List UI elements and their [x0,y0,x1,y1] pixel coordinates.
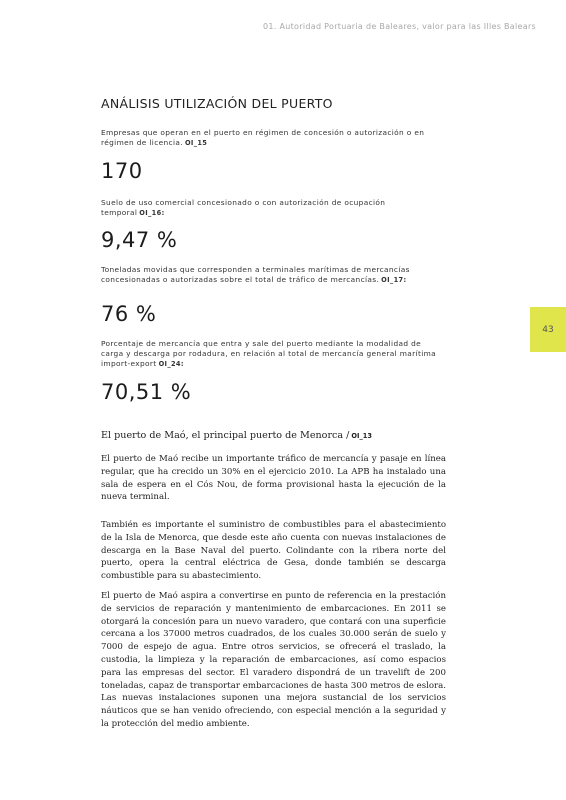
paragraph-3: El puerto de Maó aspira a convertirse en punto de referencia en la prestación de servicios de reparación y mantenimiento de embarcaciones. En 2011 se otorgará la concesión para un nuevo varadero, que contará con una superficie cercana a los 37000 metros cuadrados, de los cuales 30.000 serán de suelo y 7000 de espejo de agua. Entre otros servicios, se ofrecerá el traslado, la custodia, la limpieza y la reparación de embarcaciones, así como espacios para las empresas del sector. El varadero dispondrá de un travelift de 200 toneladas, capaz de transportar embarcaciones de hasta 300 metros de eslora. Las nuevas instalaciones suponen una mejora sustancial de los servicios náuticos que se han venido ofreciendo, con especial mención a la seguridad y la protección del medio ambiente. [101,591,446,729]
paragraph-1: El puerto de Maó recibe un importante tráfico de mercancía y pasaje en línea regular, que ha crecido un 30% en el ejercicio 2010. La APB ha instalado una sala de espera en el Cós Nou, de forma provisional hasta la ejecución de la nueva terminal. [101,454,446,503]
stat-label-3: Toneladas movidas que corresponden a terminales marítimas de mercancías concesionadas o autorizadas sobre el total de tráfico de mercancías. OI_17: [101,265,410,284]
stat-ref-3: OI_17: [381,276,407,284]
subsection-title: El puerto de Maó, el principal puerto de Menorca / OI_13 [101,430,372,441]
page-number: 43 [542,324,554,335]
stat-value-4: 70,51 % [101,380,192,404]
stat-value-3: 76 % [101,302,157,326]
stat-value-2: 9,47 % [101,228,178,252]
page-number-tab [530,307,566,352]
stat-label-1: Empresas que operan en el puerto en régimen de concesión o autorización o en régimen de licencia. OI_15 [101,128,425,147]
subsection-ref: OI_13 [351,432,372,440]
stat-ref-1: OI_15 [184,139,208,147]
stat-ref-4: OI_24: [158,360,184,368]
stat-label-4: Porcentaje de mercancía que entra y sale del puerto mediante la modalidad de carga y descarga por rodadura, en relación al total de mercancía general marítima import-export OI_24: [101,339,437,368]
paragraph-2: También es importante el suministro de combustibles para el abastecimiento de la Isla de Menorca, que desde este año cuenta con nuevas instalaciones de descarga en la Base Naval del puerto. Colindante con la ribera norte del puerto, opera la central eléctrica de Gesa, donde también se descarga combustible para su abastecimiento. [101,520,446,582]
stat-value-1: 170 [101,159,143,183]
running-header: 01. Autoridad Portuaria de Baleares, valor para las Illes Balears [263,22,536,31]
section-title: ANÁLISIS UTILIZACIÓN DEL PUERTO [101,96,333,111]
stat-ref-2: OI_16: [139,209,165,217]
stat-label-2: Suelo de uso comercial concesionado o con autorización de ocupación temporal OI_16: [101,198,386,217]
